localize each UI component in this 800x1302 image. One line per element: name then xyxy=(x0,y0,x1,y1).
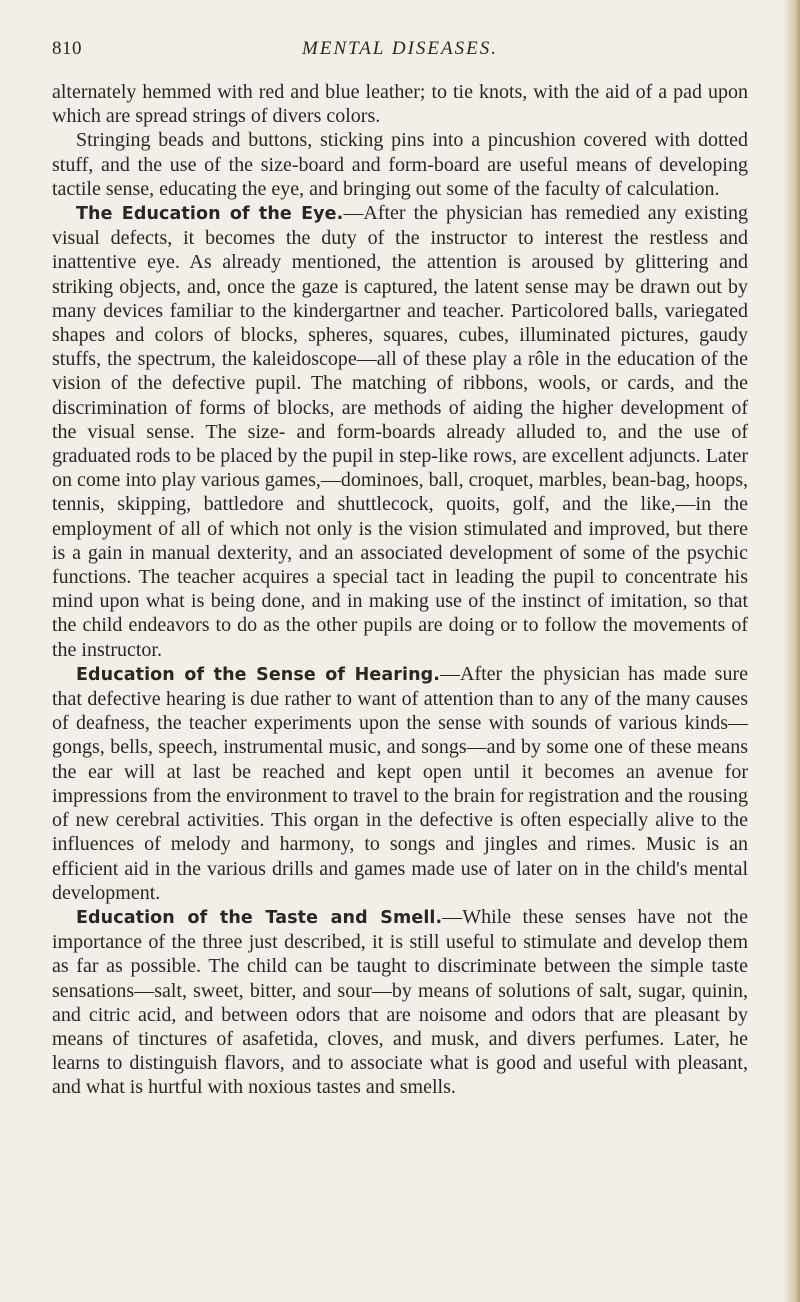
paragraph-tactile xyxy=(52,128,748,201)
page-number: 810 xyxy=(52,38,82,59)
paragraph-text: —After the physician has remedied any existing visual defects, it becomes the duty of the instructor to interest the restless and inattentive eye. As already mentioned, the attention is aroused by glittering and striking objects, and, once the gaze is captured, the latent sense may be drawn out by many devices familiar to the kindergartner and teacher. Particolored balls, variegated shapes and colors of blocks, spheres, squares, cubes, illuminated pictures, gaudy stuffs, the spectrum, the kaleidoscope—all of these play a rôle in the education of the vision of the defective pupil. The matching of ribbons, wools, or cards, and the discrimination of forms of blocks, are methods of aiding the higher development of the visual sense. The size- and form-boards already alluded to, and the use of graduated rods to be placed by the pupil in step-like rows, are excellent adjuncts. Later on come into play various games,—dominoes, ball, croquet, marbles, bean-bag, hoops, tennis, skipping, battledore and shuttlecock, quoits, golf, and the like,—in the employment of all of which not only is the vision stimulated and improved, but there is a gain in manual dexterity, and an associated development of some of the psychic functions. The teacher acquires a special tact in leading the pupil to concentrate his mind upon what is being done, and in making use of the instinct of imitation, so that the child endeavors to do as the other pupils are doing or to follow the movements of the instructor. xyxy=(52,202,749,661)
running-head xyxy=(52,38,748,66)
section-heading-taste-smell: Education of the Taste and Smell. xyxy=(76,907,443,928)
section-heading-eye: The Education of the Eye. xyxy=(76,204,344,225)
section-heading-hearing: Education of the Sense of Hearing. xyxy=(76,664,441,685)
running-title: MENTAL DISEASES. xyxy=(302,38,498,59)
paragraph-taste-smell xyxy=(52,905,748,1100)
paragraph-text: alternately hemmed with red and blue leather; to tie knots, with the aid of a pad upon which are spread strings of divers colors. xyxy=(52,81,748,128)
paragraph-continued xyxy=(52,80,748,128)
paragraph-text: Stringing beads and buttons, sticking pins into a pincushion covered with dotted stuff, and the use of the size-board and form-board are useful means of developing tactile sense, educating the eye, and bringing out some of the faculty of calculation. xyxy=(52,129,748,200)
book-page xyxy=(52,38,748,1100)
paragraph-text: —After the physician has made sure that defective hearing is due rather to want of attention than to any of the many causes of deafness, the teacher experiments upon the sense with sounds of various kinds—gongs, bells, speech, instrumental music, and songs—and by some one of these means the ear will at last be reached and kept open until it becomes an avenue for impressions from the environment to travel to the brain for registration and the rousing of new cerebral activities. This organ in the defective is often especially alive to the influences of melody and harmony, to songs and jingles and rimes. Music is an efficient aid in the various drills and games made use of later on in the child's mental development. xyxy=(52,662,748,904)
page-edge-shadow xyxy=(782,0,800,1302)
paragraph-text: —While these senses have not the importance of the three just described, it is still useful to stimulate and develop them as far as possible. The child can be taught to discriminate between the simple taste sensations—salt, sweet, bitter, and sour—by means of solutions of salt, sugar, quinin, and citric acid, and between odors that are noisome and odors that are pleasant by means of tinctures of asafetida, cloves, and musk, and divers perfumes. Later, he learns to distinguish flavors, and to associate what is good and useful with pleasant, and what is hurtful with noxious tastes and smells. xyxy=(52,905,748,1099)
body-text xyxy=(52,80,748,1100)
paragraph-hearing xyxy=(52,662,748,905)
paragraph-eye xyxy=(52,201,748,662)
